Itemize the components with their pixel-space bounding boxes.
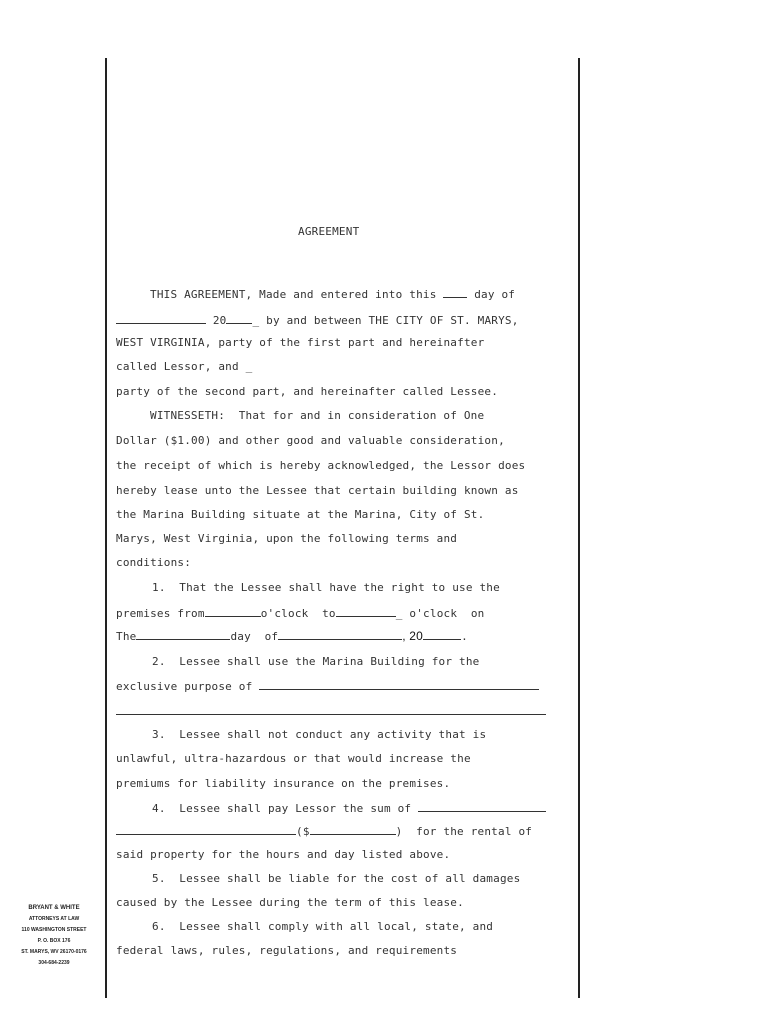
clause4-line1 (152, 801, 546, 815)
clause6-line1: 6. Lessee shall comply with all local, state, and (152, 920, 494, 933)
witness-line-2: Dollar ($1.00) and other good and valuable consideration, (116, 434, 505, 447)
firm-line-3: P. O. BOX 176 (37, 938, 71, 944)
clause1-oclock-on-text: _ o'clock on (395, 607, 485, 620)
weekday-blank[interactable] (136, 629, 230, 640)
clause1-year-prefix: , 20 (402, 629, 424, 643)
purpose-blank[interactable] (259, 679, 539, 690)
start-time-blank[interactable] (205, 606, 261, 617)
firm-name: BRYANT & WHITE (28, 905, 80, 911)
para1-line3: WEST VIRGINIA, party of the first part and hereinafter (116, 336, 485, 349)
para1-line4: called Lessor, and _ (116, 360, 253, 373)
law-firm-block (6, 903, 102, 969)
clause4-line2 (116, 824, 532, 838)
end-time-blank[interactable] (336, 606, 396, 617)
right-margin-rule (578, 58, 580, 998)
date-blank[interactable] (278, 629, 402, 640)
firm-line-5: 304-684-2239 (38, 960, 70, 966)
witness-line-4: hereby lease unto the Lessee that certain building known as (116, 484, 519, 497)
clause1-premises-text: premises from (116, 607, 205, 620)
witness-line-7: conditions: (116, 556, 192, 569)
month-blank[interactable] (116, 313, 206, 324)
year-blank[interactable] (226, 313, 252, 324)
para1-line2 (116, 313, 519, 327)
firm-line-4: ST. MARYS, WV 26170-0176 (21, 949, 87, 955)
left-margin-rule (105, 58, 107, 998)
para1-line1-text-a: THIS AGREEMENT, Made and entered into this (150, 288, 444, 301)
firm-line-2: 110 WASHINGTON STREET (21, 927, 87, 933)
para1-line1 (150, 287, 515, 301)
day-blank[interactable] (443, 287, 467, 298)
clause2-line1: 2. Lessee shall use the Marina Building for the (152, 655, 480, 668)
lease-year-blank[interactable] (423, 629, 461, 640)
clause3-line1: 3. Lessee shall not conduct any activity that is (152, 728, 487, 741)
clause4-sum-text: 4. Lessee shall pay Lessor the sum of (152, 802, 412, 815)
purpose-blank-line2[interactable] (116, 714, 546, 715)
clause1-the-text: The (116, 630, 137, 643)
sum-amount-blank[interactable] (310, 824, 396, 835)
clause5-line2: caused by the Lessee during the term of this lease. (116, 896, 464, 909)
clause5-line1: 5. Lessee shall be liable for the cost of all damages (152, 872, 521, 885)
clause4-line3: said property for the hours and day listed above. (116, 848, 451, 861)
clause2-purpose-text: exclusive purpose of (116, 680, 253, 693)
clause1-line3 (116, 629, 468, 643)
document-title: AGREEMENT (298, 225, 360, 238)
clause2-line2 (116, 679, 539, 693)
witness-line-1: WITNESSETH: That for and in consideration of One (150, 409, 485, 422)
dollar-prefix: ($ (296, 825, 310, 838)
witness-line-6: Marys, West Virginia, upon the following terms and (116, 532, 458, 545)
sum-words-blank[interactable] (418, 801, 546, 812)
para1-line1-text-b: day of (467, 288, 516, 301)
para1-line2-text: _ by and between THE CITY OF ST. MARYS, (252, 314, 519, 327)
witness-line-3: the receipt of which is hereby acknowledged, the Lessor does (116, 459, 526, 472)
clause1-line2 (116, 606, 484, 620)
firm-line-1: ATTORNEYS AT LAW (28, 916, 80, 922)
clause1-oclock-to-text: o'clock to (260, 607, 336, 620)
witness-line-5: the Marina Building situate at the Marina, City of St. (116, 508, 485, 521)
clause6-line2: federal laws, rules, regulations, and requirements (116, 944, 458, 957)
clause3-line2: unlawful, ultra-hazardous or that would increase the (116, 752, 471, 765)
sum-words-blank-2[interactable] (116, 824, 296, 835)
year-prefix: 20 (212, 314, 227, 327)
clause3-line3: premiums for liability insurance on the premises. (116, 777, 451, 790)
clause1-day-of-text: day of (230, 630, 279, 643)
clause4-rental-text: ) for the rental of (395, 825, 533, 838)
clause1-period: . (461, 630, 468, 643)
para1-line5: party of the second part, and hereinafter called Lessee. (116, 385, 499, 398)
clause1-line1: 1. That the Lessee shall have the right to use the (152, 581, 500, 594)
